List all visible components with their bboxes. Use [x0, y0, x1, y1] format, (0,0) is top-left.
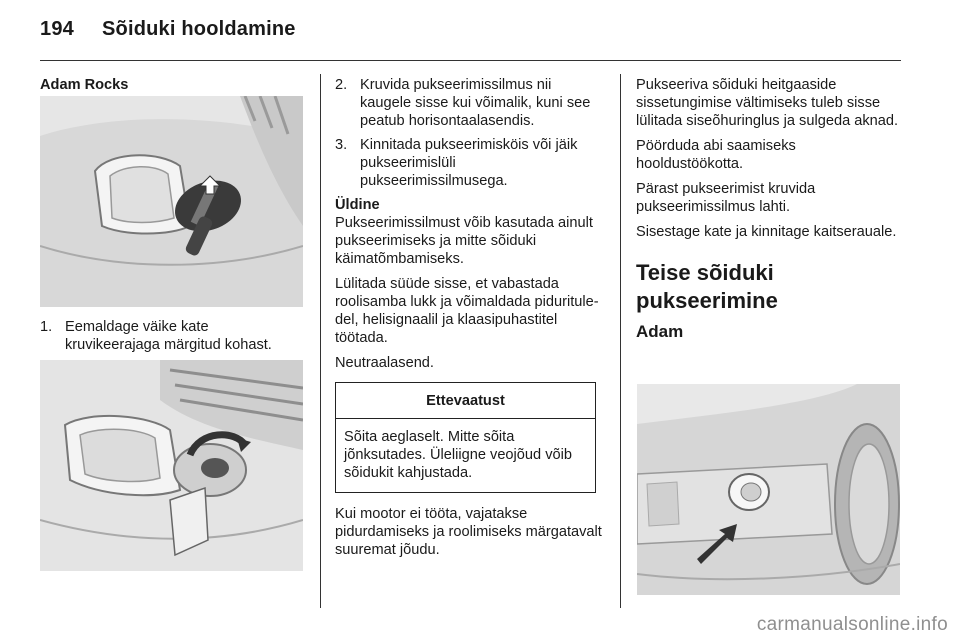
- column-left-steps: [40, 318, 304, 360]
- header-rule: [40, 60, 901, 61]
- step-2-number: 2.: [335, 77, 348, 93]
- caution-box: [335, 382, 596, 493]
- illustration-rear-towing-eye: [637, 384, 900, 595]
- step-1: [40, 318, 304, 354]
- step-3-number: 3.: [335, 137, 348, 153]
- column-right: [636, 76, 904, 341]
- column-divider-1: [320, 74, 321, 608]
- page-header: [40, 18, 296, 48]
- illustration-bumper-cover-removal: [40, 96, 303, 307]
- step-2-text: Kruvida pukseerimissilmus nii kaugele sisse kui võimalik, kuni see peatub horisontaalasendis.: [360, 77, 591, 129]
- general-paragraph-4: Kui mootor ei tööta, vajatakse pidurdamiseks ja roolimiseks märgatavalt suuremat jõudu.: [335, 506, 602, 558]
- column-divider-2: [620, 74, 621, 608]
- column-middle: [335, 76, 605, 566]
- right-paragraph-1: Pukseeriva sõiduki heitgaaside sissetungimise vältimiseks tuleb sisse lülitada siseõhuringlus ja sulgeda aknad.: [636, 77, 899, 129]
- page-number: 194: [40, 18, 74, 40]
- subheading-adam: Adam: [636, 322, 684, 341]
- right-paragraph-2: Pöörduda abi saamiseks hooldustöökotta.: [636, 138, 796, 172]
- right-paragraph-3: Pärast pukseerimist kruvida pukseerimissilmus lahti.: [636, 181, 816, 215]
- step-1-number: 1.: [40, 319, 53, 335]
- right-paragraph-4: Sisestage kate ja kinnitage kaitserauale.: [636, 224, 897, 240]
- step-1-text: Eemaldage väike kate kruvikeerajaga märgitud kohast.: [65, 319, 272, 353]
- step-2: [335, 76, 605, 130]
- step-3: [335, 136, 605, 190]
- column-left: [40, 76, 304, 94]
- chapter-title: Sõiduki hooldamine: [101, 18, 296, 40]
- general-paragraph-1: Pukseerimissilmust võib kasutada ainult pukseerimiseks ja mitte sõiduki käimatõmbamiseks.: [335, 215, 593, 267]
- general-heading: Üldine: [335, 197, 380, 213]
- section-heading-adam-rocks: Adam Rocks: [40, 77, 129, 93]
- caution-title: Ettevaatust: [336, 383, 595, 419]
- caution-text: Sõita aeglaselt. Mitte sõita jõnksutades. Üleliigne veojõud võib sõidukit kahjustada.: [344, 429, 572, 481]
- section-title: Teise sõiduki pukseerimine: [636, 260, 778, 313]
- step-3-text: Kinnitada pukseerimisköis või jäik pukseerimislüli pukseerimissilmusega.: [360, 137, 578, 189]
- general-paragraph-2: Lülitada süüde sisse, et vabastada roolisamba lukk ja võimaldada pidurituledel, helisignaalil ja klaasipuhastitel töötada.: [335, 276, 599, 346]
- general-paragraph-3: Neutraalasend.: [335, 355, 434, 371]
- illustration-towing-eye-insertion: [40, 360, 303, 571]
- watermark: carmanualsonline.info: [756, 614, 948, 635]
